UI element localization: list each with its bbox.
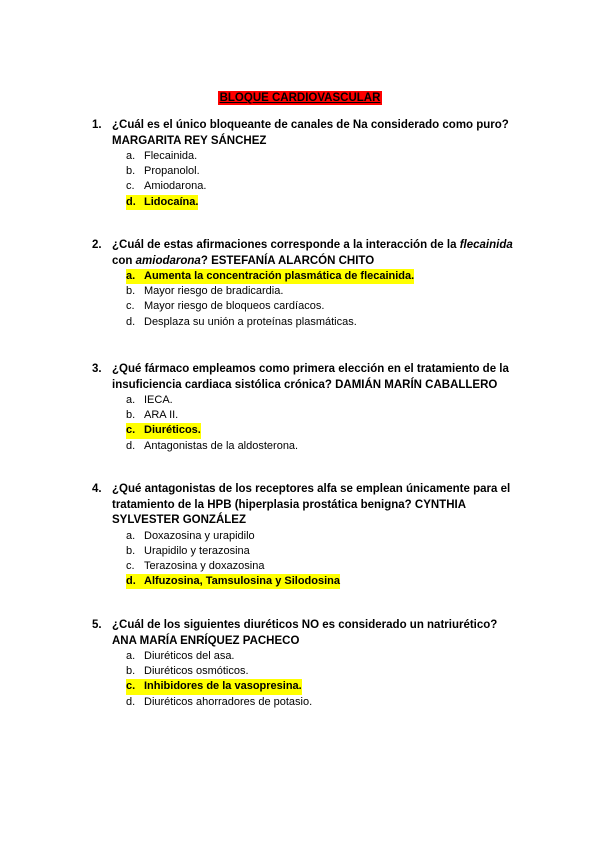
option-b — [92, 408, 522, 423]
question-author: CYNTHIA SYLVESTER GONZÁLEZ — [112, 498, 466, 526]
option-b — [92, 544, 522, 559]
option-text: Antagonistas de la aldosterona. — [144, 439, 299, 452]
options-list — [92, 269, 522, 330]
option-text: Diuréticos ahorradores de potasio. — [144, 695, 313, 708]
option-letter: a. — [126, 270, 136, 282]
option-text: Doxazosina y urapidilo — [144, 529, 255, 542]
option-text: ARA II. — [144, 409, 179, 422]
option-letter: c. — [126, 300, 135, 313]
option-letter: c. — [126, 559, 135, 572]
correct-answer-highlight — [126, 269, 414, 284]
question-header — [92, 362, 522, 393]
option-letter: d. — [126, 439, 136, 452]
question-1 — [92, 118, 522, 210]
option-letter: d. — [126, 315, 136, 328]
option-text: IECA. — [144, 394, 173, 406]
option-d — [92, 315, 522, 330]
option-d — [92, 439, 522, 454]
option-letter: d. — [126, 695, 136, 708]
option-b — [92, 664, 522, 679]
option-letter: a. — [126, 529, 136, 542]
question-header — [92, 618, 522, 649]
option-text: Desplaza su unión a proteínas plasmáticas. — [144, 315, 357, 328]
question-header — [92, 118, 522, 149]
option-a-correct — [92, 269, 522, 284]
question-author: ANA MARÍA ENRÍQUEZ PACHECO — [112, 634, 300, 647]
question-number: 5. — [92, 619, 102, 631]
option-letter: b. — [126, 285, 136, 298]
question-text: ¿Qué fármaco empleamos como primera elección en el tratamiento de la insuficiencia cardiaca sistólica crónica? — [112, 363, 509, 391]
drug-name-italic: amiodarona — [135, 254, 201, 267]
option-letter: b. — [126, 409, 136, 422]
option-letter: a. — [126, 650, 136, 662]
question-text: ¿Cuál es el único bloqueante de canales de Na considerado como puro? — [112, 119, 509, 131]
option-a — [92, 649, 522, 664]
option-b — [92, 284, 522, 299]
question-5 — [92, 618, 522, 710]
correct-answer-highlight — [126, 423, 201, 438]
option-text: Lidocaína. — [144, 195, 199, 208]
option-letter: c. — [126, 680, 136, 693]
question-text: ¿Qué antagonistas de los receptores alfa se emplean únicamente para el tratamiento de la HPB (hiperplasia prostática benigna? — [112, 483, 511, 511]
option-letter: b. — [126, 544, 136, 557]
option-text: Diuréticos osmóticos. — [144, 665, 249, 678]
option-text: Terazosina y doxazosina — [144, 559, 265, 572]
option-c — [92, 179, 522, 194]
question-text-part: ? — [200, 254, 208, 267]
question-number: 4. — [92, 483, 102, 495]
option-letter: b. — [126, 165, 136, 178]
option-text: Urapidilo y terazosina — [144, 544, 250, 557]
option-text: Inhibidores de la vasopresina. — [144, 680, 302, 693]
option-text: Diuréticos del asa. — [144, 650, 235, 662]
question-author: ESTEFANÍA ALARCÓN CHITO — [211, 254, 375, 267]
options-list — [92, 649, 522, 710]
options-list — [92, 393, 522, 454]
question-text: ¿Cuál de los siguientes diuréticos NO es considerado un natriurético? — [112, 619, 498, 631]
option-d-correct — [92, 574, 522, 589]
correct-answer-highlight — [126, 679, 302, 694]
option-text: Mayor riesgo de bloqueos cardíacos. — [144, 300, 325, 313]
option-a — [92, 529, 522, 544]
question-header — [92, 238, 522, 269]
options-list — [92, 149, 522, 210]
question-author: MARGARITA REY SÁNCHEZ — [112, 134, 267, 147]
option-text: Mayor riesgo de bradicardia. — [144, 285, 284, 298]
option-letter: a. — [126, 394, 136, 406]
option-text: Amiodarona. — [144, 180, 207, 193]
option-letter: d. — [126, 195, 136, 208]
option-d-correct — [92, 195, 522, 210]
correct-answer-highlight — [126, 574, 340, 589]
option-c — [92, 299, 522, 314]
option-letter: a. — [126, 150, 136, 162]
correct-answer-highlight — [126, 195, 198, 210]
option-letter: c. — [126, 180, 135, 193]
option-d — [92, 695, 522, 710]
options-list — [92, 529, 522, 590]
option-a — [92, 149, 522, 164]
question-text-part: con — [112, 254, 136, 267]
option-text: Diuréticos. — [144, 424, 201, 437]
question-3 — [92, 362, 522, 454]
option-a — [92, 393, 522, 408]
option-letter: c. — [126, 424, 136, 437]
question-header — [92, 482, 522, 529]
option-b — [92, 164, 522, 179]
option-c-correct — [92, 679, 522, 694]
drug-name-italic: flecainida — [459, 239, 513, 251]
option-letter: b. — [126, 665, 136, 678]
question-author: DAMIÁN MARÍN CABALLERO — [335, 378, 498, 391]
question-number: 1. — [92, 119, 102, 131]
option-c-correct — [92, 423, 522, 438]
question-number: 3. — [92, 363, 102, 375]
option-text: Aumenta la concentración plasmática de flecainida. — [144, 270, 415, 282]
question-number: 2. — [92, 239, 102, 251]
option-text: Alfuzosina, Tamsulosina y Silodosina — [144, 575, 340, 588]
document-title: BLOQUE CARDIOVASCULAR — [219, 92, 381, 104]
option-c — [92, 559, 522, 574]
option-text: Flecainida. — [144, 150, 198, 162]
option-text: Propanolol. — [144, 165, 200, 178]
question-4 — [92, 482, 522, 589]
question-text-part: ¿Cuál de estas afirmaciones corresponde a la interacción de la — [112, 239, 460, 251]
title-wrapper — [0, 88, 600, 106]
option-letter: d. — [126, 575, 136, 588]
question-2 — [92, 238, 522, 330]
